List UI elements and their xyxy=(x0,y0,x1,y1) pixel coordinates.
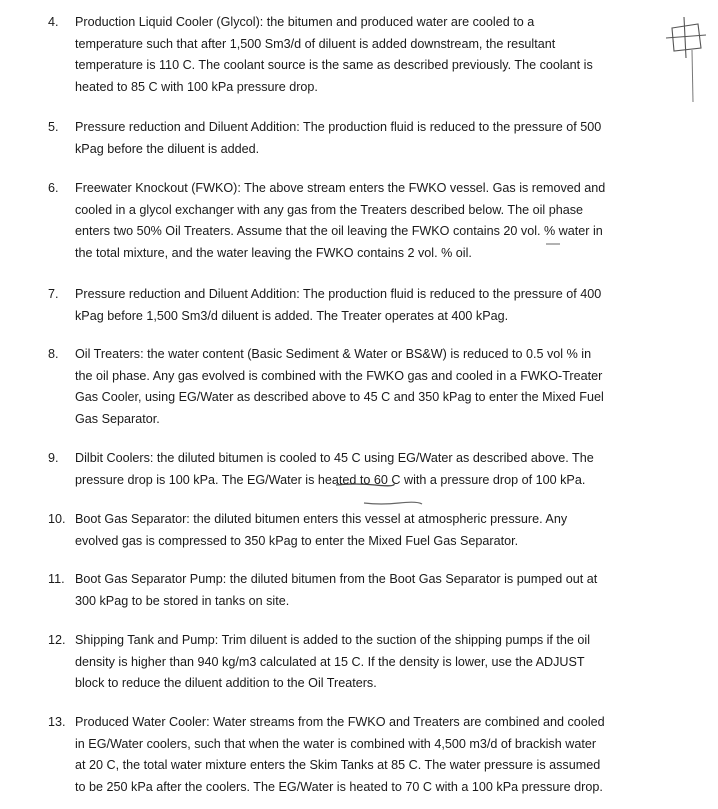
item-text xyxy=(75,630,648,695)
list-item-11 xyxy=(48,569,648,612)
list-item-10 xyxy=(48,509,648,552)
list-item-6 xyxy=(48,178,648,264)
item-number: 7. xyxy=(48,287,59,301)
text-line: Gas Cooler, using EG/Water as described above to 45 C and 350 kPag to enter the Mixed Fuel xyxy=(75,390,604,404)
item-text xyxy=(75,284,648,327)
item-text xyxy=(75,12,648,98)
underline-mark-icon xyxy=(335,482,395,488)
underline-mark-icon xyxy=(545,242,561,246)
text-line: density is higher than 940 kg/m3 calculated at 15 C. If the density is lower, use the ADJUST xyxy=(75,654,585,669)
text-line: Freewater Knockout (FWKO): The above stream enters the FWKO vessel. Gas is removed and xyxy=(75,181,606,195)
text-line: temperature is 110 C. The coolant source is the same as described previously. The coolant is xyxy=(75,58,593,72)
text-line: the oil phase. Any gas evolved is combined with the FWKO gas and cooled in a FWKO-Treater xyxy=(75,368,603,383)
item-number: 9. xyxy=(48,451,59,465)
item-text xyxy=(75,344,648,430)
text-line: Produced Water Cooler: Water streams from the FWKO and Treaters are combined and cooled xyxy=(75,715,605,729)
text-line: Boot Gas Separator: the diluted bitumen enters this vessel at atmospheric pressure. Any xyxy=(75,512,568,526)
item-number: 11. xyxy=(48,572,65,586)
text-line: Boot Gas Separator Pump: the diluted bitumen from the Boot Gas Separator is pumped out at xyxy=(75,572,598,586)
text-line: Gas Separator. xyxy=(75,411,160,426)
text-line: temperature such that after 1,500 Sm3/d of diluent is added downstream, the resultant xyxy=(75,36,556,51)
underline-mark-icon xyxy=(363,500,423,506)
item-number: 10. xyxy=(48,512,66,526)
text-line: Shipping Tank and Pump: Trim diluent is added to the suction of the shipping pumps if the oil xyxy=(75,633,591,647)
text-line: cooled in a glycol exchanger with any gas from the Treaters described below. The oil phase xyxy=(75,202,584,217)
list-item-13 xyxy=(48,712,648,798)
item-number: 13. xyxy=(48,715,66,729)
list-item-12 xyxy=(48,630,648,695)
item-number: 4. xyxy=(48,15,59,29)
text-line: in EG/Water coolers, such that when the water is combined with 4,500 m3/d of brackish water xyxy=(75,736,597,751)
text-line: the total mixture, and the water leaving the FWKO contains 2 vol. % oil. xyxy=(75,245,472,260)
margin-sketch-icon xyxy=(664,14,710,104)
text-line: at 20 C, the total water mixture enters the Skim Tanks at 85 C. The water pressure is assumed xyxy=(75,758,601,772)
text-line: Oil Treaters: the water content (Basic Sediment & Water or BS&W) is reduced to 0.5 vol % in xyxy=(75,347,592,361)
item-number: 12. xyxy=(48,633,66,647)
text-line: kPag before the diluent is added. xyxy=(75,141,260,156)
item-number: 5. xyxy=(48,120,59,134)
text-line: enters two 50% Oil Treaters. Assume that the oil leaving the FWKO contains 20 vol. % water in xyxy=(75,224,603,238)
list-item-4 xyxy=(48,12,648,98)
text-line: 300 kPag to be stored in tanks on site. xyxy=(75,593,290,608)
list-item-7 xyxy=(48,284,648,327)
text-line: to be 250 kPa after the coolers. The EG/Water is heated to 70 C with a 100 kPa pressure drop. xyxy=(75,779,603,794)
text-line: Pressure reduction and Diluent Addition: The production fluid is reduced to the pressure of 400 xyxy=(75,287,602,301)
text-line: pressure drop is 100 kPa. The EG/Water is heated to 60 C with a pressure drop of 100 kPa. xyxy=(75,472,586,487)
text-line: kPag before 1,500 Sm3/d diluent is added. The Treater operates at 400 kPag. xyxy=(75,308,509,323)
text-line: heated to 85 C with 100 kPa pressure drop. xyxy=(75,79,318,94)
text-line: Dilbit Coolers: the diluted bitumen is cooled to 45 C using EG/Water as described above. The xyxy=(75,451,594,465)
text-line: block to reduce the diluent addition to the Oil Treaters. xyxy=(75,676,377,690)
item-text xyxy=(75,178,648,264)
item-text xyxy=(75,509,648,552)
item-text xyxy=(75,117,648,160)
list-item-8 xyxy=(48,344,648,430)
item-number: 6. xyxy=(48,181,59,195)
item-text xyxy=(75,712,648,798)
text-line: evolved gas is compressed to 350 kPag to enter the Mixed Fuel Gas Separator. xyxy=(75,533,519,548)
item-number: 8. xyxy=(48,347,59,361)
item-text xyxy=(75,569,648,612)
text-line: Production Liquid Cooler (Glycol): the bitumen and produced water are cooled to a xyxy=(75,15,535,29)
text-line: Pressure reduction and Diluent Addition: The production fluid is reduced to the pressure of 500 xyxy=(75,120,602,134)
list-item-5 xyxy=(48,117,648,160)
